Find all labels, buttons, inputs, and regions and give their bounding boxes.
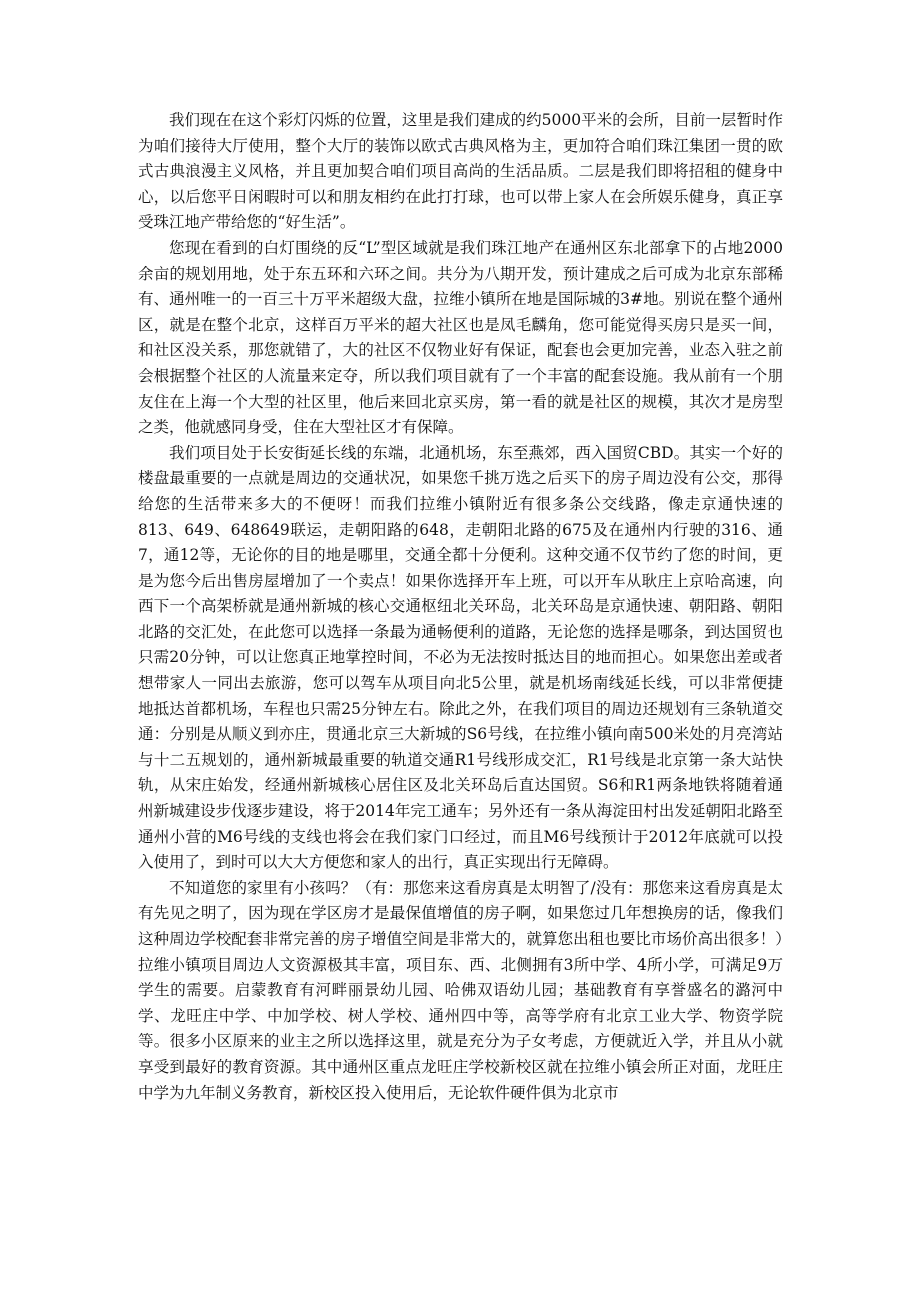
paragraph-planning-area: 您现在看到的白灯围绕的反“L”型区域就是我们珠江地产在通州区东北部拿下的占地2000余亩的规划用地，处于东五环和六环之间。共分为八期开发，预计建成之后可成为北京东部稀有、通州唯一的一百三十万平米超级大盘，拉维小镇所在地是国际城的3#地。别说在整个通州区，就是在整个北京，这样百万平米的超大社区也是凤毛麟角，您可能觉得买房只是买一间，和社区没关系，那您就错了，大的社区不仅物业好有保证，配套也会更加完善，业态入驻之前会根据整个社区的人流量来定夺，所以我们项目就有了一个丰富的配套设施。我从前有一个朋友住在上海一个大型的社区里，他后来回北京买房，第一看的就是社区的规模，其次才是房型之类，他就感同身受，住在大型社区才有保障。 (138, 238, 783, 437)
document-body (138, 108, 783, 1106)
paragraph-transportation: 我们项目处于长安街延长线的东端，北通机场，东至燕郊，西入国贸CBD。其实一个好的楼盘最重要的一点就是周边的交通状况，如果您千挑万选之后买下的房子周边没有公交，那得给您的生活带来多大的不便呀！而我们拉维小镇附近有很多条公交线路，像走京通快速的813、649、648649联运，走朝阳路的648，走朝阳北路的675及在通州内行驶的316、通7，通12等，无论你的目的地是哪里，交通全都十分便利。这种交通不仅节约了您的时间，更是为您今后出售房屋增加了一个卖点！如果你选择开车上班，可以开车从耿庄上京哈高速，向西下一个高架桥就是通州新城的核心交通枢纽北关环岛，北关环岛是京通快速、朝阳路、朝阳北路的交汇处，在此您可以选择一条最为通畅便利的道路，无论您的选择是哪条，到达国贸也只需20分钟，可以让您真正地掌控时间，不必为无法按时抵达目的地而担心。如果您出差或者想带家人一同出去旅游，您可以驾车从项目向北5公里，就是机场南线延长线，可以非常便捷地抵达首都机场，车程也只需25分钟左右。除此之外，在我们项目的周边还规划有三条轨道交通：分别是从顺义到亦庄，贯通北京三大新城的S6号线，在拉维小镇向南500米处的月亮湾站与十二五规划的，通州新城最重要的轨道交通R1号线形成交汇，R1号线是北京第一条大站快轨，从宋庄始发，经通州新城核心居住区及北关环岛后直达国贸。S6和R1两条地铁将随着通州新城建设步伐逐步建设，将于2014年完工通车；另外还有一条从海淀田村出发延朝阳北路至通州小营的M6号线的支线也将会在我们家门口经过，而且M6号线预计于2012年底就可以投入使用了，到时可以大大方便您和家人的出行，真正实现出行无障碍。 (138, 443, 783, 872)
paragraph-education: 不知道您的家里有小孩吗？（有：那您来这看房真是太明智了/没有：那您来这看房真是太有先见之明了，因为现在学区房才是最保值增值的房子啊，如果您过几年想换房的话，像我们这种周边学校配套非常完善的房子增值空间是非常大的，就算您出租也要比市场价高出很多！）拉维小镇项目周边人文资源极其丰富，项目东、西、北侧拥有3所中学、4所小学，可满足9万学生的需要。启蒙教育有河畔丽景幼儿园、哈佛双语幼儿园；基础教育有享誉盛名的潞河中学、龙旺庄中学、中加学校、树人学校、通州四中等，高等学府有北京工业大学、物资学院等。很多小区原来的业主之所以选择这里，就是充分为子女考虑，方便就近入学，并且从小就享受到最好的教育资源。其中通州区重点龙旺庄学校新校区就在拉维小镇会所正对面，龙旺庄中学为九年制义务教育，新校区投入使用后，无论软件硬件俱为北京市 (138, 878, 783, 1102)
paragraph-clubhouse: 我们现在在这个彩灯闪烁的位置，这里是我们建成的约5000平米的会所，目前一层暂时作为咱们接待大厅使用，整个大厅的装饰以欧式古典风格为主，更加符合咱们珠江集团一贯的欧式古典浪漫主义风格，并且更加契合咱们项目高尚的生活品质。二层是我们即将招租的健身中心，以后您平日闲暇时可以和朋友相约在此打打球，也可以带上家人在会所娱乐健身，真正享受珠江地产带给您的“好生活”。 (138, 111, 783, 232)
